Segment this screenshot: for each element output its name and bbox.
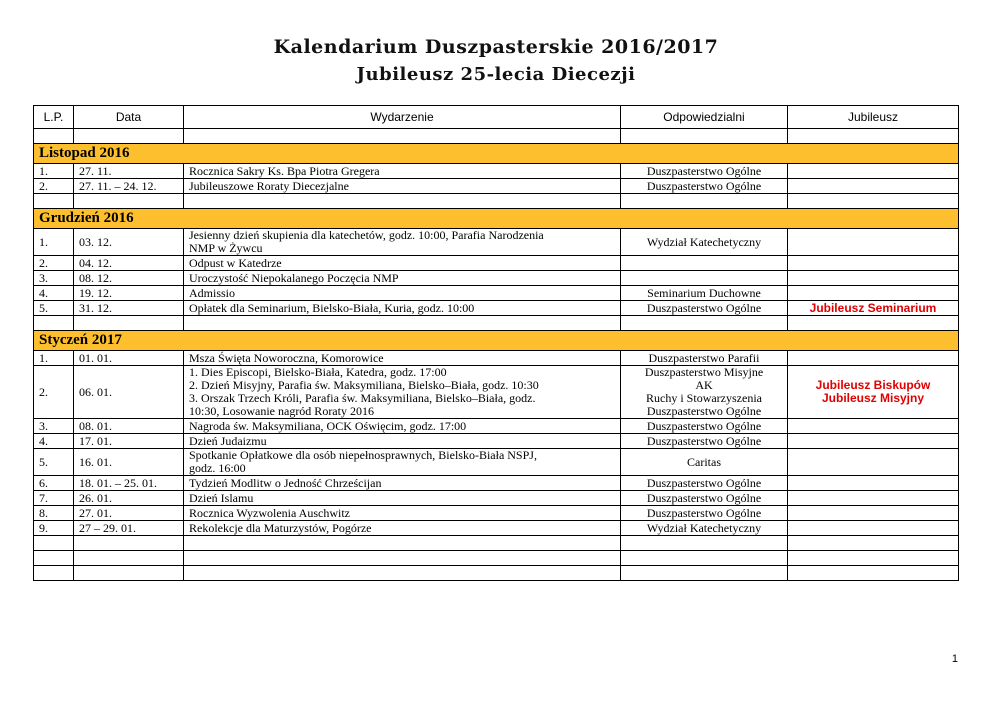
header-jubileusz: Jubileusz: [788, 106, 959, 129]
event-cell-line: Rocznica Sakry Ks. Bpa Piotra Gregera: [189, 163, 380, 178]
lp-cell: 5.: [34, 449, 74, 476]
responsible-cell: [621, 351, 788, 366]
lp-cell: 2.: [34, 256, 74, 271]
empty-row: [34, 536, 959, 551]
lp-cell: 4.: [34, 434, 74, 449]
table-row: [34, 229, 959, 256]
empty-cell: [621, 566, 788, 581]
jubilee-cell: [788, 271, 959, 286]
event-cell: [184, 256, 621, 271]
table-row: [34, 476, 959, 491]
table-row: [34, 256, 959, 271]
responsible-cell-line: Duszpasterstwo Ogólne: [646, 433, 762, 448]
month-header-row: [34, 209, 959, 229]
jubilee-cell: [788, 286, 959, 301]
table-body: [34, 129, 959, 581]
jubilee-cell: [788, 351, 959, 366]
month-label: Listopad 2016: [34, 144, 959, 164]
empty-cell: [34, 194, 74, 209]
empty-cell: [74, 129, 184, 144]
jubilee-cell: [788, 256, 959, 271]
date-cell: 03. 12.: [74, 229, 184, 256]
empty-cell: [184, 316, 621, 331]
empty-cell: [184, 536, 621, 551]
header-lp: L.P.: [34, 106, 74, 129]
responsible-cell-line: Duszpasterstwo Ogólne: [646, 418, 762, 433]
date-cell: 27 – 29. 01.: [74, 521, 184, 536]
lp-cell: 4.: [34, 286, 74, 301]
empty-cell: [34, 551, 74, 566]
lp-cell: 2.: [34, 179, 74, 194]
event-cell: [184, 449, 621, 476]
month-header-row: [34, 331, 959, 351]
lp-cell: 1.: [34, 229, 74, 256]
header-wydarzenie: Wydarzenie: [184, 106, 621, 129]
jubilee-cell: [788, 506, 959, 521]
responsible-cell-line: Seminarium Duchowne: [647, 285, 761, 300]
event-cell-line: Odpust w Katedrze: [189, 255, 282, 270]
responsible-cell: [621, 179, 788, 194]
date-cell: 17. 01.: [74, 434, 184, 449]
empty-cell: [788, 566, 959, 581]
jubilee-cell-line: Jubileusz Misyjny: [821, 391, 925, 405]
header-data: Data: [74, 106, 184, 129]
date-cell: 31. 12.: [74, 301, 184, 316]
date-cell: 04. 12.: [74, 256, 184, 271]
empty-cell: [621, 129, 788, 144]
event-cell: [184, 476, 621, 491]
event-cell-line: Spotkanie Opłatkowe dla osób niepełnosprawnych, Bielsko-Biała NSPJ,: [189, 448, 537, 462]
header-odpowiedzialni: Odpowiedzialni: [621, 106, 788, 129]
event-cell-line: Dzień Islamu: [189, 490, 254, 505]
empty-row: [34, 551, 959, 566]
jubilee-cell: [788, 419, 959, 434]
event-cell: [184, 351, 621, 366]
document-subtitle: Jubileusz 25-lecia Diecezji: [356, 64, 636, 85]
jubilee-cell: [788, 449, 959, 476]
empty-cell: [184, 566, 621, 581]
empty-cell: [788, 316, 959, 331]
responsible-cell-line: Caritas: [687, 454, 721, 469]
empty-cell: [788, 194, 959, 209]
empty-cell: [788, 551, 959, 566]
jubilee-cell: [788, 491, 959, 506]
jubilee-cell: [788, 434, 959, 449]
event-cell-line: Dzień Judaizmu: [189, 433, 267, 448]
page-number: 1: [951, 653, 958, 665]
date-cell: 08. 12.: [74, 271, 184, 286]
event-cell: [184, 434, 621, 449]
table-row: [34, 449, 959, 476]
event-cell-line: Jesienny dzień skupienia dla katechetów, godz. 10:00, Parafia Narodzenia: [189, 228, 544, 242]
jubilee-cell-line: Jubileusz Biskupów: [815, 378, 931, 392]
month-label: Grudzień 2016: [34, 209, 959, 229]
table-row: [34, 301, 959, 316]
empty-cell: [184, 194, 621, 209]
responsible-cell: [621, 366, 788, 419]
responsible-cell: [621, 434, 788, 449]
lp-cell: 8.: [34, 506, 74, 521]
empty-cell: [74, 566, 184, 581]
empty-cell: [788, 129, 959, 144]
event-cell: [184, 506, 621, 521]
table-row: [34, 351, 959, 366]
date-cell: 06. 01.: [74, 366, 184, 419]
lp-cell: 6.: [34, 476, 74, 491]
month-label: Styczeń 2017: [34, 331, 959, 351]
event-cell-line: godz. 16:00: [189, 461, 246, 475]
responsible-cell-line: Wydział Katechetyczny: [646, 234, 762, 249]
jubilee-cell: [788, 476, 959, 491]
date-cell: 18. 01. – 25. 01.: [74, 476, 184, 491]
table-row: [34, 366, 959, 419]
event-cell: [184, 179, 621, 194]
responsible-cell-line: Duszpasterstwo Ogólne: [646, 475, 762, 490]
table-row: [34, 521, 959, 536]
empty-cell: [788, 536, 959, 551]
empty-cell: [621, 551, 788, 566]
table-row: [34, 419, 959, 434]
responsible-cell-line: Duszpasterstwo Parafii: [648, 350, 760, 365]
responsible-cell: [621, 229, 788, 256]
event-cell-line: Tydzień Modlitw o Jedność Chrześcijan: [189, 475, 382, 490]
responsible-cell-line: Duszpasterstwo Ogólne: [646, 300, 762, 315]
event-cell-line: Msza Święta Noworoczna, Komorowice: [189, 350, 384, 365]
event-cell-line: Jubileuszowe Roraty Diecezjalne: [189, 178, 349, 193]
empty-cell: [34, 536, 74, 551]
empty-cell: [74, 316, 184, 331]
empty-row: [34, 316, 959, 331]
jubilee-cell: [788, 164, 959, 179]
event-cell-line: 2. Dzień Misyjny, Parafia św. Maksymiliana, Bielsko–Biała, godz. 10:30: [189, 378, 539, 392]
event-cell: [184, 419, 621, 434]
responsible-cell-line: Duszpasterstwo Ogólne: [646, 178, 762, 193]
event-cell-line: Nagroda św. Maksymiliana, OCK Oświęcim, godz. 17:00: [189, 418, 467, 433]
date-cell: 01. 01.: [74, 351, 184, 366]
table-row: [34, 506, 959, 521]
responsible-cell-line: Duszpasterstwo Ogólne: [646, 404, 762, 418]
event-cell-line: Admissio: [189, 285, 236, 300]
responsible-cell-line: Wydział Katechetyczny: [646, 520, 762, 535]
empty-cell: [184, 551, 621, 566]
event-cell: [184, 301, 621, 316]
empty-row: [34, 194, 959, 209]
date-cell: 27. 01.: [74, 506, 184, 521]
calendar-table: [33, 105, 959, 581]
jubilee-cell: [788, 366, 959, 419]
date-cell: 08. 01.: [74, 419, 184, 434]
date-cell: 26. 01.: [74, 491, 184, 506]
empty-cell: [621, 536, 788, 551]
responsible-cell: [621, 256, 788, 271]
empty-cell: [34, 129, 74, 144]
table-row: [34, 434, 959, 449]
event-cell: [184, 271, 621, 286]
event-cell-line: 1. Dies Episcopi, Bielsko-Biała, Katedra, godz. 17:00: [189, 365, 447, 379]
lp-cell: 1.: [34, 351, 74, 366]
lp-cell: 3.: [34, 419, 74, 434]
responsible-cell-line: Duszpasterstwo Misyjne: [644, 365, 764, 379]
lp-cell: 5.: [34, 301, 74, 316]
jubilee-cell: [788, 229, 959, 256]
lp-cell: 1.: [34, 164, 74, 179]
table-row: [34, 286, 959, 301]
event-cell-line: 10:30, Losowanie nagród Roraty 2016: [189, 404, 374, 418]
lp-cell: 2.: [34, 366, 74, 419]
responsible-cell: [621, 164, 788, 179]
event-cell: [184, 521, 621, 536]
responsible-cell: [621, 419, 788, 434]
date-cell: 27. 11. – 24. 12.: [74, 179, 184, 194]
empty-cell: [621, 194, 788, 209]
document-title: Kalendarium Duszpasterskie 2016/2017: [273, 36, 719, 58]
jubilee-cell-line: Jubileusz Seminarium: [809, 300, 937, 315]
table-row: [34, 179, 959, 194]
lp-cell: 3.: [34, 271, 74, 286]
responsible-cell: [621, 506, 788, 521]
event-cell-line: Rekolekcje dla Maturzystów, Pogórze: [189, 520, 372, 535]
table-row: [34, 491, 959, 506]
empty-row: [34, 129, 959, 144]
event-cell-line: 3. Orszak Trzech Króli, Parafia św. Maksymiliana, Bielsko–Biała, godz.: [189, 391, 536, 405]
empty-cell: [184, 129, 621, 144]
empty-cell: [34, 316, 74, 331]
lp-cell: 9.: [34, 521, 74, 536]
month-header-row: [34, 144, 959, 164]
event-cell: [184, 286, 621, 301]
event-cell: [184, 366, 621, 419]
jubilee-cell: [788, 521, 959, 536]
jubilee-cell: [788, 179, 959, 194]
event-cell: [184, 229, 621, 256]
date-cell: 19. 12.: [74, 286, 184, 301]
empty-cell: [74, 536, 184, 551]
table-row: [34, 271, 959, 286]
responsible-cell: [621, 476, 788, 491]
responsible-cell-line: AK: [695, 378, 713, 392]
event-cell-line: Rocznica Wyzwolenia Auschwitz: [189, 505, 351, 520]
event-cell: [184, 491, 621, 506]
empty-cell: [621, 316, 788, 331]
date-cell: 27. 11.: [74, 164, 184, 179]
responsible-cell: [621, 271, 788, 286]
lp-cell: 7.: [34, 491, 74, 506]
empty-cell: [74, 551, 184, 566]
event-cell: [184, 164, 621, 179]
event-cell-line: Opłatek dla Seminarium, Bielsko-Biała, Kuria, godz. 10:00: [189, 300, 475, 315]
responsible-cell-line: Ruchy i Stowarzyszenia: [646, 391, 762, 405]
empty-cell: [34, 566, 74, 581]
table-row: [34, 164, 959, 179]
empty-cell: [74, 194, 184, 209]
header-row: [34, 106, 959, 129]
responsible-cell-line: Duszpasterstwo Ogólne: [646, 490, 762, 505]
empty-row: [34, 566, 959, 581]
responsible-cell: [621, 301, 788, 316]
responsible-cell-line: Duszpasterstwo Ogólne: [646, 505, 762, 520]
event-cell-line: NMP w Żywcu: [189, 241, 263, 255]
jubilee-cell: [788, 301, 959, 316]
responsible-cell-line: Duszpasterstwo Ogólne: [646, 163, 762, 178]
event-cell-line: Uroczystość Niepokalanego Poczęcia NMP: [189, 270, 399, 285]
responsible-cell: [621, 491, 788, 506]
responsible-cell: [621, 521, 788, 536]
responsible-cell: [621, 449, 788, 476]
date-cell: 16. 01.: [74, 449, 184, 476]
responsible-cell: [621, 286, 788, 301]
